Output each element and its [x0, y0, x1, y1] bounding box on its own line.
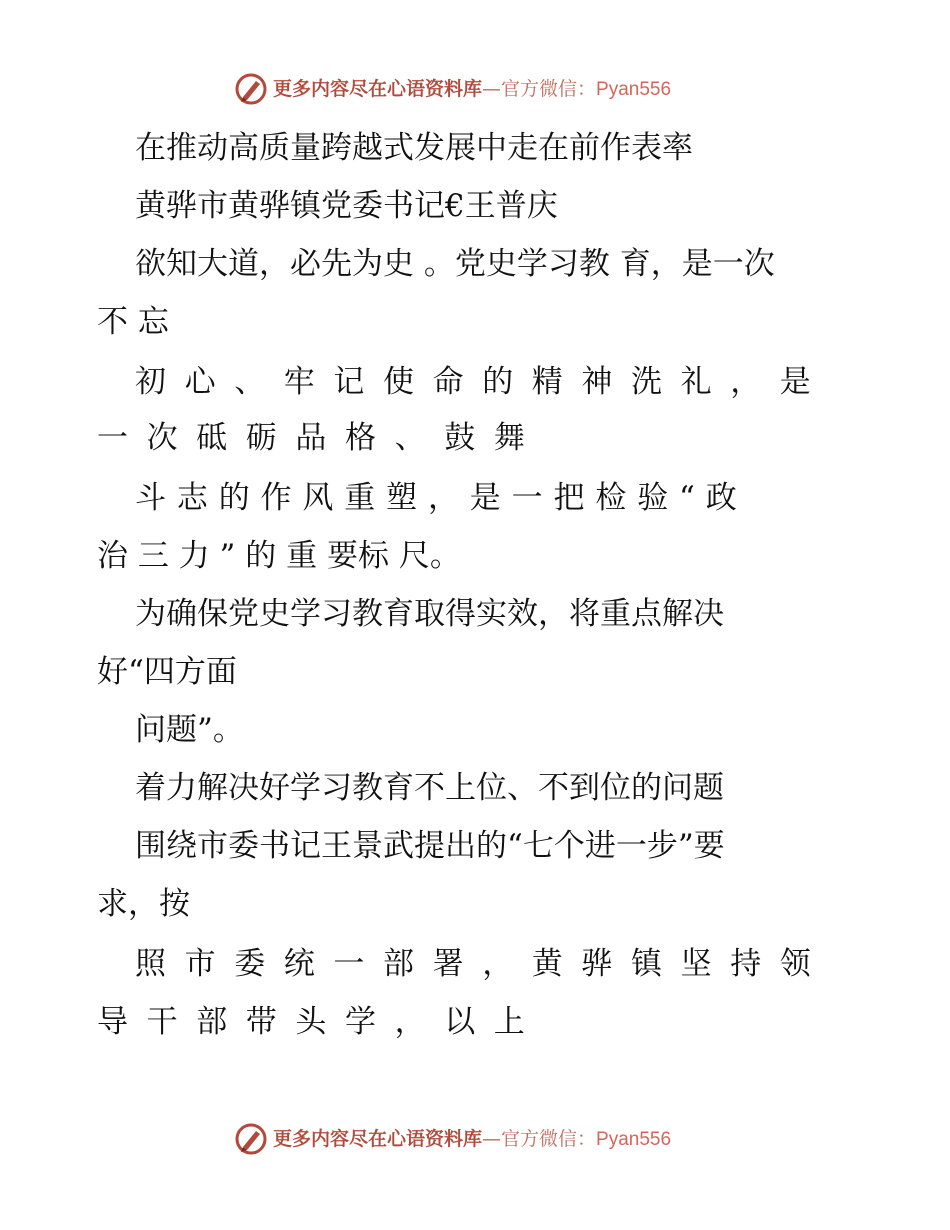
doc-line: 治 三 力 ” 的 重 要标 尺。 — [97, 538, 461, 574]
doc-line: 围绕市委书记王景武提出的“七个进一步”要 — [135, 828, 725, 864]
doc-line: 初心、牢记使命的精神洗礼，是 — [135, 364, 830, 400]
doc-section-heading: 着力解决好学习教育不上位、不到位的问题 — [135, 770, 724, 806]
wechat-label: 官方微信： — [501, 78, 597, 100]
doc-author: 黄骅市黄骅镇党委书记€王普庆 — [135, 188, 558, 224]
doc-line: 照市委统一部署，黄骅镇坚持领 — [135, 946, 830, 982]
footer-banner — [0, 1120, 950, 1160]
doc-line: 导干部带头学，以上 — [97, 1004, 544, 1040]
wechat-id: Pyan556 — [596, 1129, 672, 1150]
doc-line: 问题”。 — [135, 712, 244, 748]
doc-line: 求，按 — [97, 886, 190, 922]
wechat-label: 官方微信： — [501, 1128, 597, 1150]
separator-dash: — — [482, 78, 502, 100]
brand-name: 更多内容尽在心语资料库 — [273, 78, 483, 100]
doc-line: 欲知大道，必先为史 。党史学习教 育，是一次 — [135, 246, 775, 282]
doc-line: 好“四方面 — [97, 654, 237, 690]
doc-line: 不 忘 — [97, 304, 169, 340]
doc-title: 在推动高质量跨越式发展中走在前作表率 — [135, 130, 693, 166]
footer-text — [273, 1127, 671, 1152]
pen-in-circle-icon — [234, 1122, 268, 1156]
doc-line: 斗志的作风重塑，是一把检验“政 — [135, 480, 748, 516]
doc-line: 一次砥砺品格、鼓舞 — [97, 420, 544, 456]
separator-dash: — — [482, 1128, 502, 1150]
wechat-id: Pyan556 — [596, 79, 672, 100]
brand-name: 更多内容尽在心语资料库 — [273, 1128, 483, 1150]
doc-line: 为确保党史学习教育取得实效，将重点解决 — [135, 596, 724, 632]
